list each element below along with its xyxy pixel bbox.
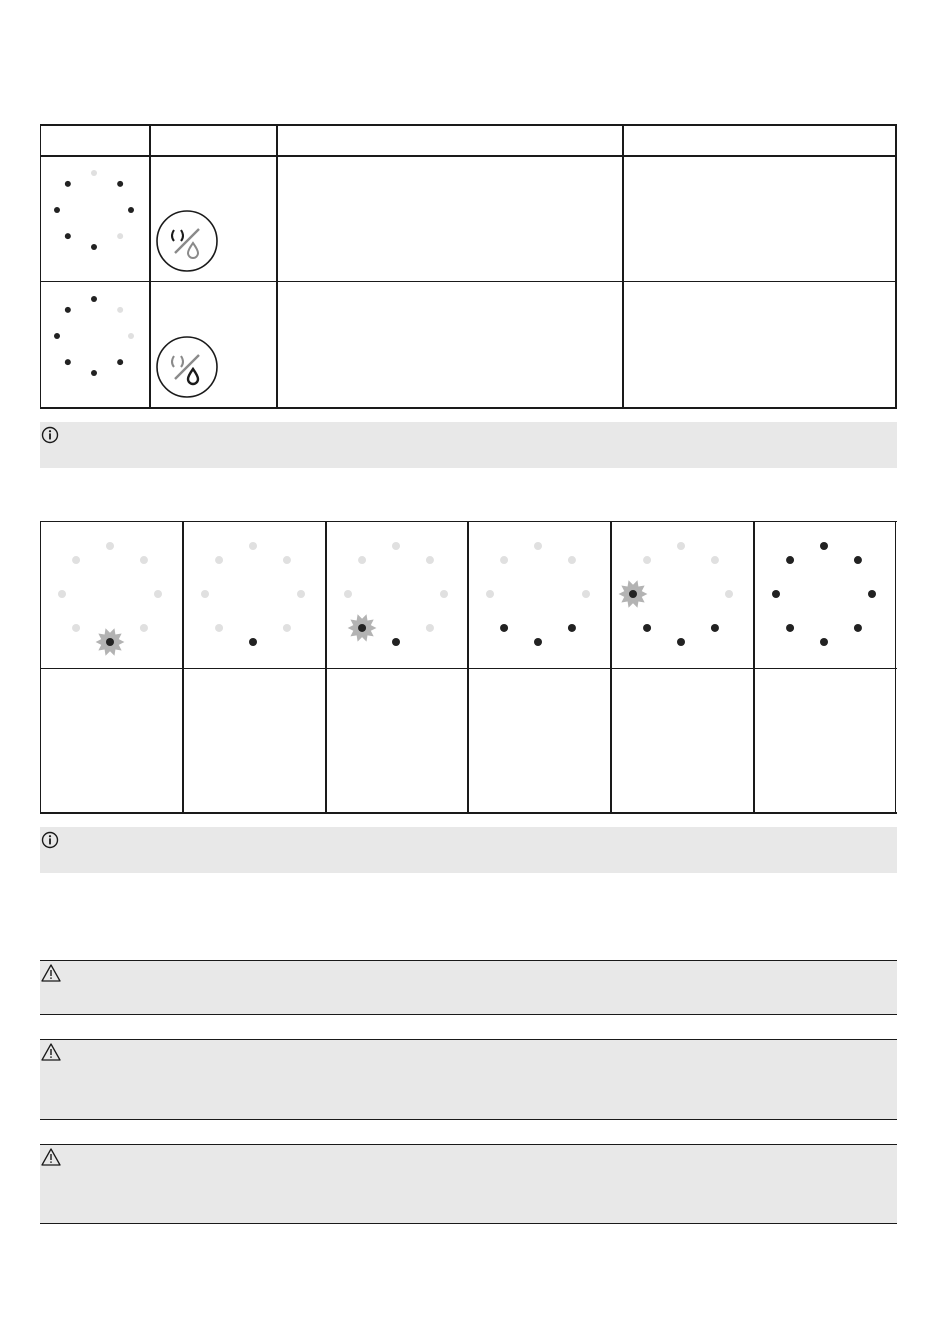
indicator-dot-unlit bbox=[440, 590, 448, 598]
indicator-dot-lit bbox=[117, 359, 123, 365]
indicator-dot-unlit bbox=[58, 590, 66, 598]
indicator-dot-lit bbox=[91, 296, 97, 302]
indicator-dot-lit bbox=[786, 556, 794, 564]
sequence-left-border bbox=[40, 521, 41, 814]
indicator-dot-lit bbox=[868, 590, 876, 598]
info-note bbox=[40, 827, 897, 873]
indicator-dot-lit bbox=[643, 624, 651, 632]
sequence-col-divider bbox=[610, 521, 612, 814]
sequence-step-3-ring bbox=[337, 535, 455, 653]
indicator-dot-lit bbox=[117, 181, 123, 187]
indicator-dot-lit bbox=[677, 638, 685, 646]
indicator-dot-lit bbox=[249, 638, 257, 646]
indicator-dot-lit bbox=[854, 556, 862, 564]
indicator-dot-unlit bbox=[128, 333, 134, 339]
indicator-dot-lit bbox=[392, 638, 400, 646]
sequence-step-4-ring bbox=[479, 535, 597, 653]
indicator-dot-unlit bbox=[358, 556, 366, 564]
table-left-border bbox=[40, 124, 41, 409]
indicator-dot-unlit bbox=[215, 624, 223, 632]
indicator-dot-unlit bbox=[677, 542, 685, 550]
info-note bbox=[40, 422, 897, 468]
humidity-drop-outline-icon bbox=[155, 209, 219, 273]
sequence-step-1-ring bbox=[51, 535, 169, 653]
indicator-dot-lit bbox=[568, 624, 576, 632]
sequence-col-divider bbox=[753, 521, 755, 814]
table-col-divider bbox=[149, 124, 151, 409]
indicator-dot-unlit bbox=[711, 556, 719, 564]
indicator-dot-lit bbox=[534, 638, 542, 646]
indicator-dot-unlit bbox=[154, 590, 162, 598]
warning-note bbox=[40, 1039, 897, 1120]
indicator-dot-unlit bbox=[725, 590, 733, 598]
indicator-dot-unlit bbox=[426, 556, 434, 564]
table-col-divider bbox=[622, 124, 624, 409]
table-top-border bbox=[40, 124, 897, 126]
indicator-dot-lit bbox=[854, 624, 862, 632]
warning-triangle-icon bbox=[40, 1147, 62, 1167]
indicator-dot-unlit bbox=[117, 233, 123, 239]
indicator-dot-unlit bbox=[344, 590, 352, 598]
indicator-dot-unlit bbox=[500, 556, 508, 564]
info-icon bbox=[40, 830, 60, 850]
indicator-dot-lit bbox=[65, 181, 71, 187]
indicator-dot-unlit bbox=[486, 590, 494, 598]
table-bottom-border bbox=[40, 407, 897, 409]
indicator-dot-unlit bbox=[72, 624, 80, 632]
table-row-divider bbox=[40, 281, 897, 282]
indicator-dot-unlit bbox=[297, 590, 305, 598]
sequence-step-2-ring bbox=[194, 535, 312, 653]
humidity-drop-filled-icon bbox=[155, 335, 219, 399]
indicator-dot-lit bbox=[54, 333, 60, 339]
warning-note bbox=[40, 1144, 897, 1224]
indicator-dot-lit bbox=[91, 244, 97, 250]
indicator-dot-lit bbox=[54, 207, 60, 213]
indicator-dot-unlit bbox=[72, 556, 80, 564]
indicator-dot-lit bbox=[629, 590, 637, 598]
sequence-step-6-ring bbox=[765, 535, 883, 653]
table-right-border bbox=[895, 124, 897, 409]
indicator-dot-lit bbox=[106, 638, 114, 646]
indicator-dot-lit bbox=[820, 542, 828, 550]
sequence-col-divider bbox=[182, 521, 184, 814]
indicator-dot-lit bbox=[128, 207, 134, 213]
indicator-dot-lit bbox=[65, 359, 71, 365]
indicator-dot-unlit bbox=[534, 542, 542, 550]
indicator-dot-lit bbox=[65, 307, 71, 313]
indicator-ring bbox=[54, 170, 134, 250]
warning-triangle-icon bbox=[40, 963, 62, 983]
table-col-divider bbox=[276, 124, 278, 409]
indicator-dot-unlit bbox=[283, 556, 291, 564]
indicator-dot-lit bbox=[786, 624, 794, 632]
warning-note bbox=[40, 960, 897, 1015]
indicator-dot-unlit bbox=[215, 556, 223, 564]
indicator-dot-unlit bbox=[117, 307, 123, 313]
indicator-dot-unlit bbox=[249, 542, 257, 550]
warning-triangle-icon bbox=[40, 1042, 62, 1062]
sequence-step-5-ring bbox=[622, 535, 740, 653]
sequence-col-divider bbox=[467, 521, 469, 814]
indicator-dot-unlit bbox=[201, 590, 209, 598]
indicator-dot-unlit bbox=[140, 556, 148, 564]
indicator-dot-unlit bbox=[91, 170, 97, 176]
indicator-dot-unlit bbox=[582, 590, 590, 598]
sequence-col-divider bbox=[325, 521, 327, 814]
indicator-dot-lit bbox=[711, 624, 719, 632]
indicator-dot-lit bbox=[91, 370, 97, 376]
indicator-dot-lit bbox=[65, 233, 71, 239]
indicator-dot-lit bbox=[358, 624, 366, 632]
indicator-dot-unlit bbox=[140, 624, 148, 632]
indicator-dot-unlit bbox=[106, 542, 114, 550]
indicator-dot-lit bbox=[500, 624, 508, 632]
indicator-dot-unlit bbox=[392, 542, 400, 550]
indicator-dot-lit bbox=[772, 590, 780, 598]
table-header-border bbox=[40, 155, 897, 157]
indicator-dot-unlit bbox=[283, 624, 291, 632]
indicator-dot-lit bbox=[820, 638, 828, 646]
indicator-dot-unlit bbox=[568, 556, 576, 564]
sequence-right-border bbox=[895, 521, 896, 814]
indicator-ring bbox=[54, 296, 134, 376]
indicator-dot-unlit bbox=[643, 556, 651, 564]
info-icon bbox=[40, 425, 60, 445]
indicator-dot-unlit bbox=[426, 624, 434, 632]
